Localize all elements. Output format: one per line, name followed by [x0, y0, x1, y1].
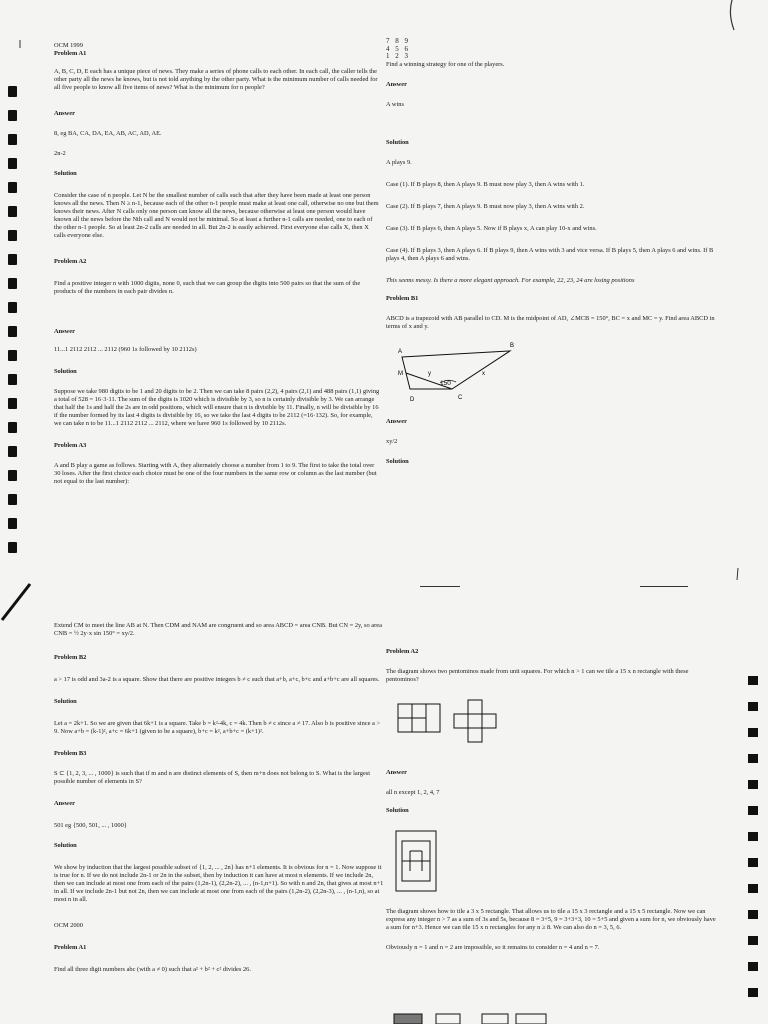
solution-label: Solution — [54, 698, 77, 705]
label-x: x — [482, 370, 485, 377]
source-label: OCM 1999 — [54, 42, 83, 49]
a3-answer: A wins — [386, 100, 404, 108]
answer-label: Answer — [54, 800, 75, 807]
problem-a3-title: Problem A3 — [54, 442, 87, 449]
b3-solution: We show by induction that the largest possible subset of {1, 2, ... , 2n} has n+1 elements. It is obvious for n = 1. Now suppose it is true for n. If we do not include 2n-1 or 2n in the subset, then by induction it can have at most n elements. If we include 2n, then we can include at most one from each of the pairs (1,2n-1), (2,2n-2), ... , (n-1,n+1). So with n and 2n, that gives at most n+1 in all. If we include 2n-1 but not 2n, then we can include at most one from each of the pairs (1,2n-2), (2,2n-3), ... , (n-1,n), so at most n in all. — [54, 864, 384, 903]
a2-2000-solution: The diagram shows how to tile a 3 x 5 rectangle. That allows us to tile a 15 x 3 rectangle and a 15 x 5 rectangle. Now we can express any integer n > 7 as a sum of 3s and 5s, because 8 = 3+5, 9 = 3+3+3, 10 = 5+5 and given a sum for n, we obviously have a sum for n+3. Hence we can tile 15 x n rectangles for any n ≥ 8. We can also do n = 3, 5, 6. — [386, 908, 716, 931]
solution-label: Solution — [386, 138, 409, 146]
solution-label: Solution — [386, 807, 409, 814]
problem-b3-title: Problem B3 — [54, 750, 87, 757]
ocm-2000-label: OCM 2000 — [54, 922, 83, 929]
top-left-column — [54, 42, 380, 486]
bottom-tile-strip — [392, 1012, 552, 1024]
problem-a3-text: A and B play a game as follows. Starting with A, they alternately choose a number from 1 to 9. The first to take the total over 30 loses. After the first choice each choice must be one of the four numbers in the same row or column as the last number (but not equal to the last number): — [54, 462, 377, 485]
b2-solution: Let a = 2k+1. So we are given that 6k+1 is a square. Take b = k²-4k, c = 4k. Then b ≠ c since a ≠ 17. Also b is positive since a > 9. Now a+b = (k-1)², a+c = 6k+1 (given to be a square), b+c = k², a+b+c = (k+1)². — [54, 720, 381, 735]
problem-a2-text: Find a positive integer n with 1000 digits, none 0, such that we can group the digits into 500 pairs so that the sum of the products of the numbers in each pair divides n. — [54, 280, 361, 295]
problem-b2-text: a > 17 is odd and 3a-2 is a square. Show that there are positive integers b ≠ c such that a+b, a+c, b+c and a+b+c are all squares. — [54, 676, 380, 683]
problem-b2-title: Problem B2 — [54, 654, 87, 661]
a2-2000-answer: all n except 1, 2, 4, 7 — [386, 789, 440, 796]
tiling-diagram — [394, 829, 454, 895]
b1-continuation: Extend CM to meet the line AB at N. Then CDM and NAM are congruent and so area ABCD = area CNB. But CN = 2y, so area CNB = ½ 2y·x sin 150° = xy/2. — [54, 622, 382, 637]
label-c: C — [458, 394, 463, 401]
solution-label: Solution — [54, 170, 77, 177]
b1-answer: xy/2 — [386, 437, 398, 445]
label-m: M — [398, 370, 403, 377]
answer-label: Answer — [54, 110, 75, 117]
solution-label: Solution — [386, 457, 409, 465]
a2-solution: Suppose we take 980 digits to be 1 and 20 digits to be 2. Then we can take 8 pairs (2,2), 4 pairs (2,1) and 488 pairs (1,1) giving a total of 528 = 16·3·11. The sum of the digits is 1020 which is divisible by 3, so n is certainly divisible by 3. We can arrange that half the 1s and half the 2s are in odd positions, which will ensure that n is divisible by 11. Finally, n will be divisible by 16 if the number formed by its last 4 digits is divisible by 16, so we take the last 4 digits to be 2112 (=16·132). So, for example, we can take n to be 11...1 2112 2112 ... 2112, where we have 960 1s followed by 10 2112s. — [54, 388, 380, 427]
a1-answer-2: 2n-2 — [54, 150, 66, 157]
a3-case-1: Case (1). If B plays 8, then A plays 9. B must now play 3, then A wins with 1. — [386, 180, 585, 188]
problem-a1-2000-title: Problem A1 — [54, 944, 87, 951]
label-b: B — [510, 342, 515, 349]
keypad-row: 7 8 9 — [386, 37, 410, 45]
a3-case-3: Case (3). If B plays 6, then A plays 5. Now if B plays x, A can play 10-x and wins. — [386, 224, 597, 232]
a3-task: Find a winning strategy for one of the players. — [386, 60, 505, 68]
answer-label: Answer — [386, 417, 407, 425]
b3-answer: 501 eg {500, 501, ... , 1000} — [54, 822, 127, 829]
solution-label: Solution — [54, 368, 77, 375]
problem-a2-2000-text: The diagram shows two pentominos made from unit squares. For which n > 1 can we tile a 15 x n rectangle with these pentominos? — [386, 668, 689, 683]
answer-label: Answer — [54, 328, 75, 335]
top-right-column — [386, 38, 716, 466]
a2-answer: 11...1 2112 2112 ... 2112 (960 1s followed by 10 2112s) — [54, 346, 197, 353]
answer-label: Answer — [386, 769, 407, 776]
label-a: A — [398, 348, 403, 355]
problem-b3-text: S ⊂ {1, 2, 3, ... , 1000} is such that if m and n are distinct elements of S, then m+n does not belong to S. What is the largest possible number of elements in S? — [54, 770, 371, 785]
a3-case-2: Case (2). If B plays 7, then A plays 9. B must now play 3, then A wins with 2. — [386, 202, 585, 210]
angle-label: 150 — [440, 379, 451, 387]
solution-label: Solution — [54, 842, 77, 849]
label-d: D — [410, 396, 415, 403]
problem-b1-title: Problem B1 — [386, 294, 419, 302]
keypad-row: 4 5 6 — [386, 44, 410, 53]
problem-b1-text: ABCD is a trapezoid with AB parallel to CD. M is the midpoint of AD, ∠MCB = 150°, BC = x and MC = y. Find area ABCD in terms of x and y. — [386, 314, 715, 330]
a3-sol-1: A plays 9. — [386, 158, 412, 166]
keypad-grid — [386, 38, 716, 61]
bottom-left-column — [54, 622, 384, 974]
problem-a2-2000-title: Problem A2 — [386, 648, 419, 655]
label-y: y — [428, 370, 431, 377]
a2-2000-last: Obviously n = 1 and n = 2 are impossible, so it remains to consider n = 4 and n = 7. — [386, 944, 600, 951]
divider-left — [420, 586, 460, 587]
keypad-row: 1 2 3 — [386, 52, 410, 60]
problem-a2-title: Problem A2 — [54, 258, 87, 265]
problem-a1-title: Problem A1 — [54, 50, 87, 57]
bottom-right-column — [386, 648, 716, 952]
divider-right — [640, 586, 688, 587]
a3-note: This seems messy. Is there a more elegant approach. For example, 22, 23, 24 are losing positions — [386, 276, 635, 284]
problem-a1-2000-text: Find all three digit numbers abc (with a ≠ 0) such that a² + b² + c² divides 26. — [54, 966, 251, 973]
a1-solution: Consider the case of n people. Let N be the smallest number of calls such that after they have been made at least one person knows all the news. Then N ≥ n-1, because each of the other n-1 people must make at least one call, otherwise no one but them knows their news. After N calls only one person can know all the news, because otherwise at least one person would have known all the news before the Nth call and N would not be minimal. So at least a further n-1 calls are needed, one to each of the other n-1 people. So at least 2n-2 calls are needed in all. But 2n-2 is easily achieved. First everyone else calls X, then X calls everyone else. — [54, 192, 379, 239]
problem-a1-text: A, B, C, D, E each has a unique piece of news. They make a series of phone calls to each other. In each call, the caller tells the other party all the news he knows, but is not told anything by the other party. What is the minimum number of calls needed for all five people to know all five items of news? What is the minimum for n people? — [54, 68, 378, 91]
trapezoid-diagram — [392, 342, 542, 415]
answer-label: Answer — [386, 80, 407, 88]
pentomino-diagram — [396, 698, 516, 748]
a1-answer-1: 8, eg BA, CA, DA, EA, AB, AC, AD, AE. — [54, 130, 162, 137]
a3-case-4: Case (4). If B plays 3, then A plays 6. If B plays 9, then A wins with 3 and vice versa. If B plays 5, then A plays 6 and wins. If B plays 4, then A plays 6 and wins. — [386, 246, 714, 262]
